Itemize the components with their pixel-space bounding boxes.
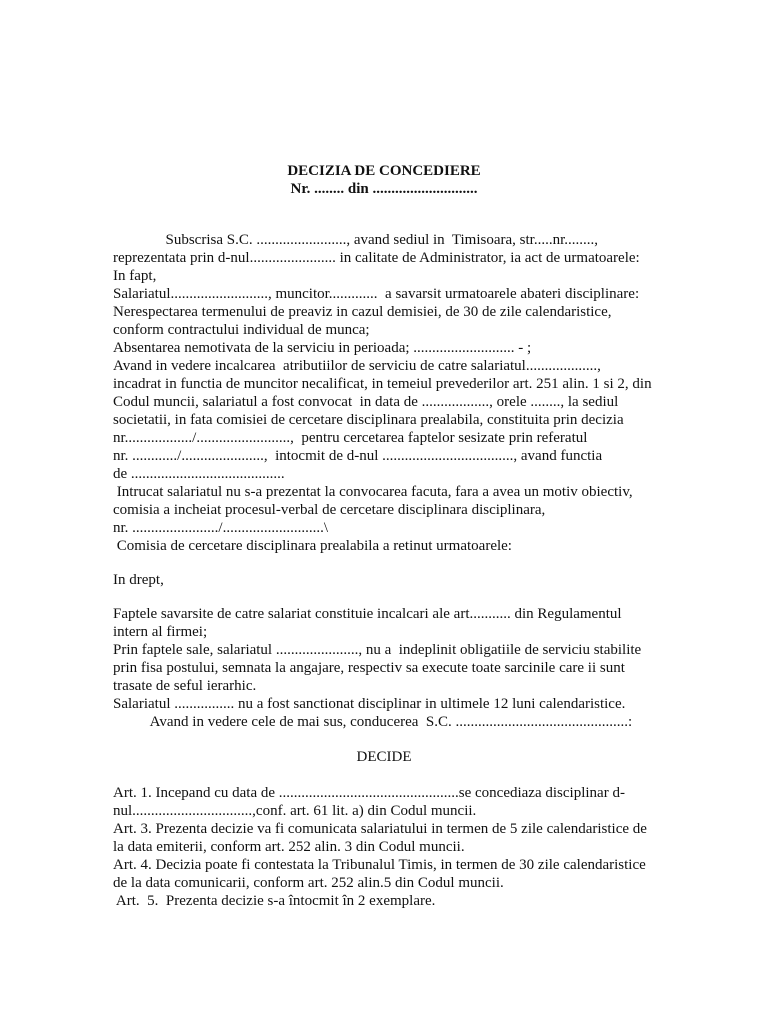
text-line: nr. ............/......................, intocmit de d-nul ..................................., avand functia (113, 448, 603, 464)
article-line: nul................................,conf. art. 61 lit. a) din Codul muncii. (113, 803, 477, 819)
text-line: Faptele savarsite de catre salariat constituie incalcari ale art........... din Regulamentul (113, 606, 622, 622)
document-title: DECIZIA DE CONCEDIERE (287, 163, 481, 179)
text-line: societatii, in fata comisiei de cercetare disciplinara prealabila, constituita prin decizia (113, 412, 624, 428)
text-line: In fapt, (113, 268, 157, 284)
text-line: Salariatul ................ nu a fost sanctionat disciplinar in ultimele 12 luni calendaristice. (113, 696, 626, 712)
text-line: intern al firmei; (113, 624, 208, 640)
article-line: Art. 5. Prezenta decizie s-a întocmit în 2 exemplare. (113, 893, 436, 909)
text-line: Absentarea nemotivata de la serviciu in perioada; ........................... - ; (113, 340, 532, 356)
decision-number-line: Nr. ........ din ............................ (290, 181, 478, 197)
section-heading: In drept, (113, 572, 164, 588)
article-line: Art. 4. Decizia poate fi contestata la Tribunalul Timis, in termen de 30 zile calendaristice (113, 857, 646, 873)
text-line: Avand in vedere incalcarea atributiilor de serviciu de catre salariatul..................., (113, 358, 601, 374)
text-line: Comisia de cercetare disciplinara prealabila a retinut urmatoarele: (113, 538, 512, 554)
text-line: comisia a incheiat procesul-verbal de cercetare disciplinara disciplinara, (113, 502, 546, 518)
text-line: nr. ......................./...........................\ (113, 520, 329, 536)
text-line: prin fisa postului, semnata la angajare, respectiv sa execute toate sarcinile care ii sunt (113, 660, 625, 676)
article-line: Art. 1. Incepand cu data de ................................................se concediaza disciplinar d- (113, 785, 625, 801)
decide-heading: DECIDE (356, 749, 412, 765)
text-line: trasate de seful ierarhic. (113, 678, 257, 694)
text-line: Salariatul.........................., muncitor............. a savarsit urmatoarele abateri disciplinare: (113, 286, 640, 302)
text-line: Prin faptele sale, salariatul ......................, nu a indeplinit obligatiile de serviciu stabilite (113, 642, 642, 658)
text-line: Nerespectarea termenului de preaviz in cazul demisiei, de 30 de zile calendaristice, (113, 304, 612, 320)
text-line: de ......................................... (113, 466, 285, 482)
text-line: Avand in vedere cele de mai sus, conducerea S.C. ..............................................: (113, 714, 633, 730)
article-line: de la data comunicarii, conform art. 252 alin.5 din Codul muncii. (113, 875, 504, 891)
text-line: incadrat in functia de muncitor necalificat, in temeiul prevederilor art. 251 alin. 1 si 2, din (113, 376, 652, 392)
text-line: Codul muncii, salariatul a fost convocat in data de .................., orele ........, la sediul (113, 394, 619, 410)
text-line: nr................../........................., pentru cercetarea faptelor sesizate prin referatul (113, 430, 588, 446)
text-line: conform contractului individual de munca; (113, 322, 370, 338)
article-line: Art. 3. Prezenta decizie va fi comunicata salariatului in termen de 5 zile calendaristice de (113, 821, 647, 837)
text-line: Intrucat salariatul nu s-a prezentat la convocarea facuta, fara a avea un motiv obiectiv, (113, 484, 633, 500)
text-line: reprezentata prin d-nul....................... in calitate de Administrator, ia act de urmatoarele: (113, 250, 640, 266)
article-line: la data emiterii, conform art. 252 alin. 3 din Codul muncii. (113, 839, 465, 855)
text-line: Subscrisa S.C. ........................, avand sediul in Timisoara, str.....nr........, (113, 232, 599, 248)
